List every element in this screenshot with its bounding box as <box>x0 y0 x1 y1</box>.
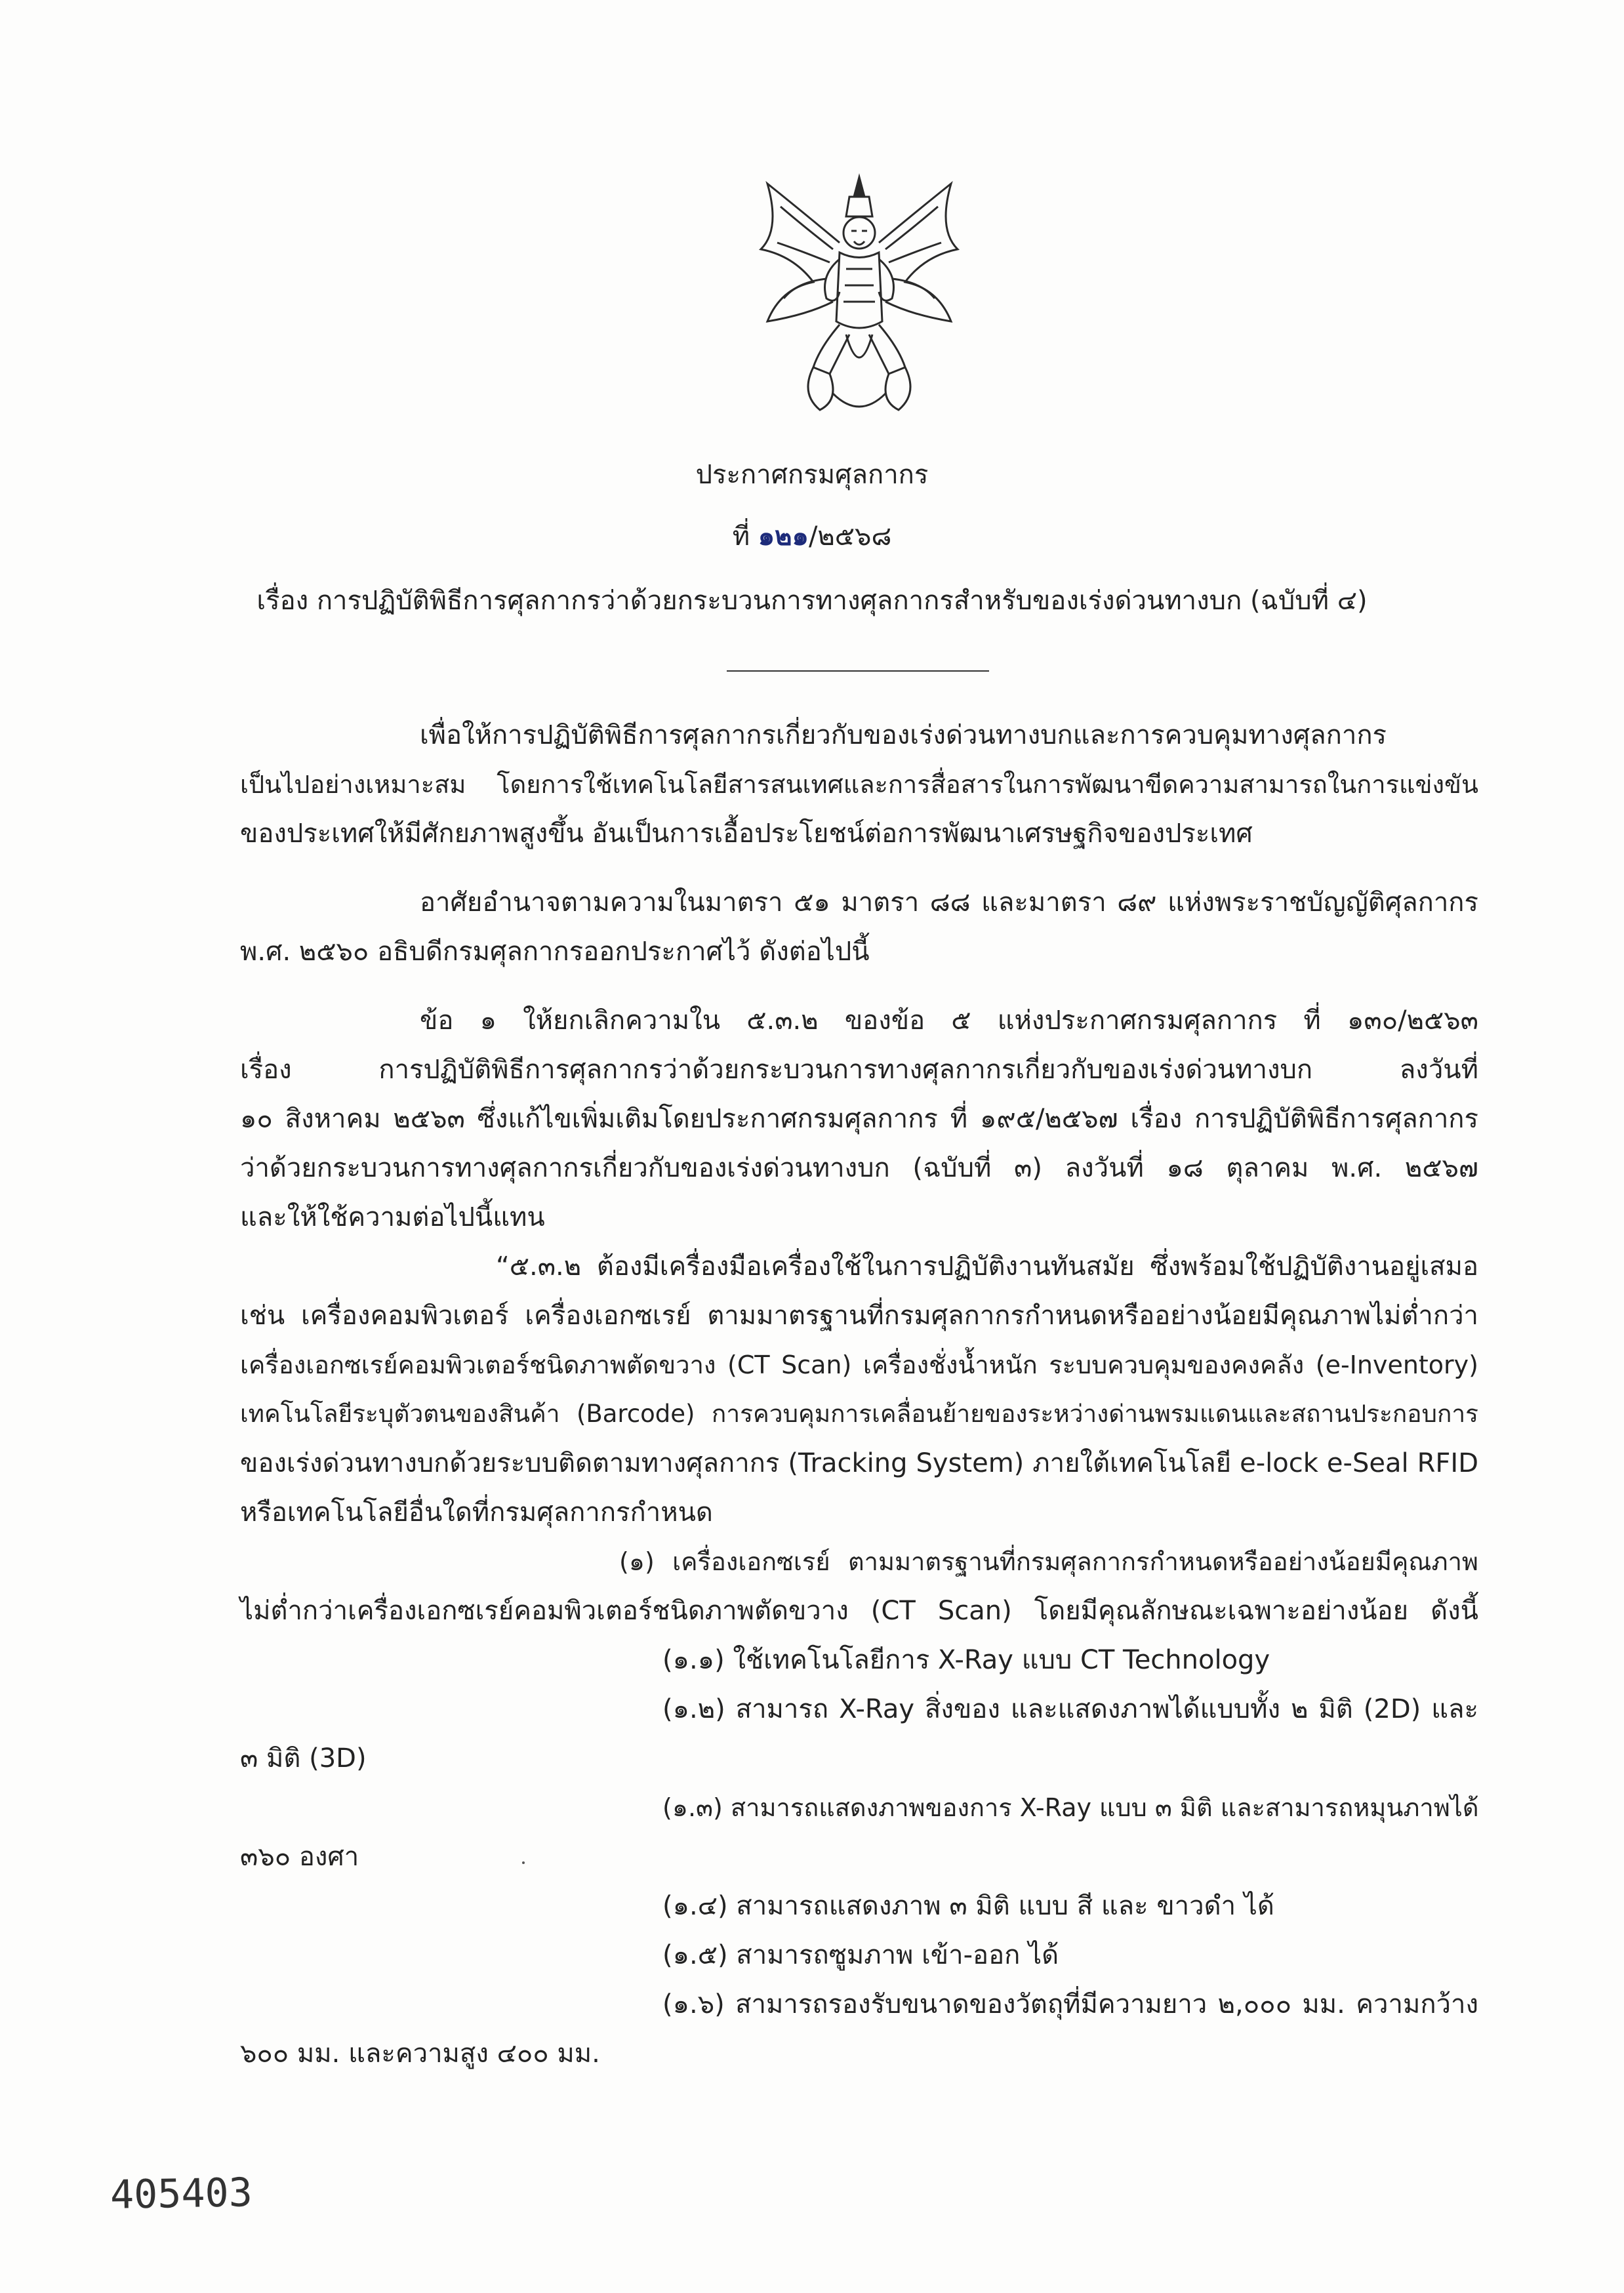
spec-item: (๑.๖) สามารถรองรับขนาดของวัตถุที่มีความยาว ๒,๐๐๐ มม. ความกว้าง <box>662 1989 1478 2019</box>
body-line: เป็นไปอย่างเหมาะสม โดยการใช้เทคโนโลยีสารสนเทศและการสื่อสารในการพัฒนาขีดความสามารถในการแข่งขัน <box>240 770 1478 799</box>
announcement-office: ประกาศกรมศุลกากร <box>695 460 929 490</box>
body-line: ข้อ ๑ ให้ยกเลิกความใน ๕.๓.๒ ของข้อ ๕ แห่งประกาศกรมศุลกากร ที่ ๑๓๐/๒๕๖๓ <box>420 1005 1478 1036</box>
body-line: ของประเทศให้มีศักยภาพสูงขึ้น อันเป็นการเอื้อประโยชน์ต่อการพัฒนาเศรษฐกิจของประเทศ <box>240 819 1253 849</box>
garuda-emblem-icon <box>741 171 977 420</box>
body-line: เทคโนโลยีระบุตัวตนของสินค้า (Barcode) การควบคุมการเคลื่อนย้ายของระหว่างด่านพรมแดนและสถานประกอบการ <box>240 1400 1478 1428</box>
body-line: อาศัยอำนาจตามความในมาตรา ๕๑ มาตรา ๘๘ และมาตรา ๘๙ แห่งพระราชบัญญัติศุลกากร <box>420 887 1478 918</box>
body-line: ของเร่งด่วนทางบกด้วยระบบติดตามทางศุลกากร (Tracking System) ภายใต้เทคโนโลยี e-lock e-Seal RFID <box>240 1448 1478 1478</box>
body-line: พ.ศ. ๒๕๖๐ อธิบดีกรมศุลกากรออกประกาศไว้ ดังต่อไปนี้ <box>240 937 870 967</box>
body-line: เรื่อง การปฏิบัติพิธีการศุลกากรว่าด้วยกระบวนการทางศุลกากรเกี่ยวกับของเร่งด่วนทางบก ลงวันที่ <box>240 1055 1478 1085</box>
body-line: (๑) เครื่องเอกซเรย์ ตามมาตรฐานที่กรมศุลกากรกำหนดหรืออย่างน้อยมีคุณภาพ <box>619 1547 1478 1576</box>
body-line: ว่าด้วยกระบวนการทางศุลกากรเกี่ยวกับของเร่งด่วนทางบก (ฉบับที่ ๓) ลงวันที่ ๑๘ ตุลาคม พ.ศ. ๒๕๖๗ <box>240 1153 1478 1183</box>
body-line: เช่น เครื่องคอมพิวเตอร์ เครื่องเอกซเรย์ ตามมาตรฐานที่กรมศุลกากรกำหนดหรืออย่างน้อยมีคุณภาพไม่ต่ำกว่า <box>240 1301 1478 1331</box>
spec-item: (๑.๔) สามารถแสดงภาพ ๓ มิติ แบบ สี และ ขาวดำ ได้ <box>662 1891 1274 1921</box>
body-line: เครื่องเอกซเรย์คอมพิวเตอร์ชนิดภาพตัดขวาง (CT Scan) เครื่องชั่งน้ำหนัก ระบบควบคุมของคงคลัง (e-Inventory) <box>240 1350 1478 1379</box>
body-line: ๑๐ สิงหาคม ๒๕๖๓ ซึ่งแก้ไขเพิ่มเติมโดยประกาศกรมศุลกากร ที่ ๑๙๕/๒๕๖๗ เรื่อง การปฏิบัติพิธีการศุลกากร <box>240 1104 1478 1134</box>
spec-item: (๑.๒) สามารถ X-Ray สิ่งของ และแสดงภาพได้แบบทั้ง ๒ มิติ (2D) และ <box>662 1694 1478 1724</box>
body-line: หรือเทคโนโลยีอื่นใดที่กรมศุลกากรกำหนด <box>240 1497 713 1528</box>
body-line: เพื่อให้การปฏิบัติพิธีการศุลกากรเกี่ยวกับของเร่งด่วนทางบกและการควบคุมทางศุลกากร <box>420 720 1387 750</box>
spec-item-continued: ๖๐๐ มม. และความสูง ๔๐๐ มม. <box>240 2039 600 2069</box>
spec-item-continued: ๓๖๐ องศา <box>240 1842 359 1872</box>
body-line: “๕.๓.๒ ต้องมีเครื่องมือเครื่องใช้ในการปฏิบัติงานทันสมัย ซึ่งพร้อมใช้ปฏิบัติงานอยู่เสมอ <box>496 1251 1478 1282</box>
spec-item-continued: ๓ มิติ (3D) <box>240 1743 367 1774</box>
spec-item: (๑.๕) สามารถซูมภาพ เข้า-ออก ได้ <box>662 1940 1059 1970</box>
number-handwritten: ๑๒๑ <box>758 521 809 552</box>
title-divider <box>727 670 989 672</box>
body-line: ไม่ต่ำกว่าเครื่องเอกซเรย์คอมพิวเตอร์ชนิดภาพตัดขวาง (CT Scan) โดยมีคุณลักษณะเฉพาะอย่างน้อย ดังนี้ <box>240 1596 1478 1626</box>
announcement-subject: เรื่อง การปฏิบัติพิธีการศุลกากรว่าด้วยกระบวนการทางศุลกากรสำหรับของเร่งด่วนทางบก (ฉบับที่ ๔) <box>256 586 1368 616</box>
announcement-number <box>0 518 1624 555</box>
handwritten-reference-number: 405403 <box>110 2170 253 2218</box>
scan-speck <box>522 1861 525 1864</box>
number-prefix: ที่ <box>732 521 758 552</box>
spec-item: (๑.๓) สามารถแสดงภาพของการ X-Ray แบบ ๓ มิติ และสามารถหมุนภาพได้ <box>662 1793 1479 1822</box>
body-line: และให้ใช้ความต่อไปนี้แทน <box>240 1202 545 1232</box>
spec-item: (๑.๑) ใช้เทคโนโลยีการ X-Ray แบบ CT Technology <box>662 1645 1270 1675</box>
number-suffix: /๒๕๖๘ <box>808 521 892 552</box>
